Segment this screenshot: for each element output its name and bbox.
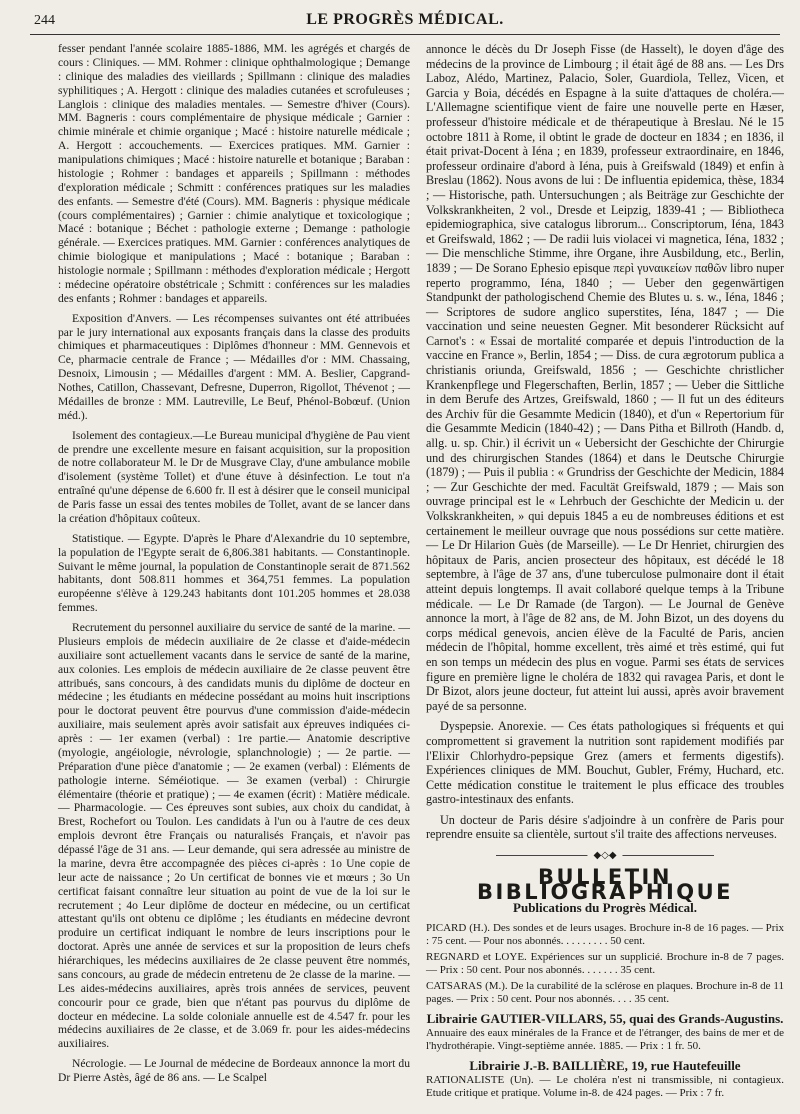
ornamental-rule (426, 848, 784, 864)
statistics-paragraph: Statistique. — Egypte. D'après le Phare d'Alexandrie du 10 septembre, la population de l'Egypte serait de 6,806.381 habitants. — Constantinople. Suivant le même journal, la population de Constantinople serait de 871.562 habitants, dont 508.811 hommes et 364,751 femmes. La population européenne s'élève à 129.243 habitants dont 101.205 hommes et 28.038 femmes. (58, 531, 410, 615)
right-column (426, 42, 784, 1103)
page-header (30, 8, 780, 35)
biblio-item: PICARD (H.). Des sondes et de leurs usages. Brochure in-8 de 16 pages. — Prix : 75 cent. — Pour nos abonnés. . . . . . . . . 50 cent. (426, 921, 784, 947)
rule-ornament-icon: ◆◇◆ (587, 849, 622, 864)
bulletin-subtitle: Publications du Progrès Médical. (513, 900, 697, 916)
navy-recruitment-paragraph: Recrutement du personnel auxiliaire du service de santé de la marine. — Plusieurs emplois de médecin auxiliaire de 2e classe et d'aide-médecin auxiliaire sont actuellement vacants dans le service de santé de la marine, aux colonies. Les emplois de médecin auxiliaire de 2e classe peuvent être attribués, sans concours, à des candidats munis du diplôme de docteur en médecine ; les étudiants en médecine possédant au moins huit inscriptions pour le doctorat peuvent être pourvus d'une commission d'aide-médecin auxiliaire, mais seulement après avoir satisfait aux épreuves indiquées ci-après : — 1er examen (verbal) : 1re partie.— Anatomie descriptive (myologie, angéiologie, névrologie, splanchnologie) ; — 2e partie. — Préparation d'une pièce d'anatomie ; — 2e examen (verbal) : Eléments de pathologie interne. Séméiotique. — 3e examen (verbal) : Chirurgie élémentaire (théorie et pratique) ; — 4e examen (écrit) : Matière médicale. — Pharmacologie. — Ces épreuves sont subies, aux choix du candidat, à Brest, Rochefort ou Toulon. Les candidats à l'un ou à l'autre de ces deux emplois devront être Français ou naturalisés Français, et n'avoir pas dépassé l'âge de 31 ans. — Leur demande, qui sera adressée au ministre de la marine, devra être accompagnée des pièces ci-après : 1o Une copie de leur acte de naissance ; 2o Un certificat de bonnes vie et mœurs ; 3o Un certificat faisant connaître leur situation au point de vue de la loi sur le recrutement ; 4o Leur diplôme de docteur en médecine, ou un certificat attestant qu'ils ont obtenu ce diplôme ; les étudiants en médecine devront produire un certificat indiquant le nombre de leurs inscriptions pour le doctorat. Après une année de services et sur la proposition de leurs chefs hiérarchiques, les médecins auxiliaires de 2e classe peuvent être nommés, sans concours, au grade de médecin entretenu de 2e classe de la marine. — Les aides-médecins auxiliaires, après trois années de services, peuvent concourir pour ce grade, bien que n'étant pas pourvus du diplôme de docteur en médecine. La solde coloniale annuelle est de 4.547 fr. pour les médecins auxiliaires de 2e classe, et de 3.069 fr. pour les aides-médecins auxiliaires. (58, 621, 410, 1051)
running-title: LE PROGRÈS MÉDICAL. (306, 11, 504, 28)
faculty-courses-paragraph: fesser pendant l'année scolaire 1885-1886, MM. les agrégés et chargés de cours : Cliniques. — MM. Rohmer : clinique ophthalmologique ; Demange : clinique des maladies des vieillards ; Spillmann : clinique des maladies syphilitiques ; A. Hergott : clinique des maladies cutanées et scrofuleuses ; Langlois : clinique des maladies mentales. — Semestre d'hiver (Cours). MM. Bagneris : cours complémentaire de physique médicale ; Garnier : chimie minérale et chimie organique ; Macé : histoire naturelle médicale ; A. Hergott : accouchements. — Exercices pratiques. MM. Garnier : manipulations chimiques ; Macé : histoire naturelle et botanique ; Baraban : histologie ; Rohmer : bandages et appareils ; Spillmann : méthodes d'exploration médicale ; Schmitt : conférences pratiques sur les maladies des enfants. — Semestre d'été (Cours). MM. Bagneris : physique médicale (cours complémentaires) ; Garnier : chimie analytique et toxicologique ; Macé : botanique ; Béchet : pathologie externe ; Demange : pathologie générale. — Exercices pratiques. MM. Garnier : conférences analytiques de chimie biologique et manipulations ; Macé : botanique ; Baraban : histologie normale ; Spillmann : méthodes d'exploration médicale ; Hergott : médecine opératoire obstétricale ; Schmitt : conférences sur les maladies des enfants ; Rohmer : bandages et appareils. (58, 42, 410, 305)
publisher-heading: Librairie GAUTIER-VILLARS, 55, quai des Grands-Augustins. (426, 1010, 784, 1026)
necrology-paragraph: Nécrologie. — Le Journal de médecine de Bordeaux annonce la mort du Dr Pierre Astès, âgé de 86 ans. — Le Scalpel (58, 1057, 410, 1084)
biblio-item: Annuaire des eaux minérales de la France et de l'étranger, des bains de mer et de l'hydrothérapie. Vingt-septième année. 1885. — Prix : 1 fr. 50. (426, 1026, 784, 1052)
left-column (58, 42, 410, 1091)
biblio-item: CATSARAS (M.). De la curabilité de la sclérose en plaques. Brochure in-8 de 11 pages. — Prix : 50 cent. Pour nos abonnés. . . . 35 cent. (426, 979, 784, 1005)
publisher-heading: Librairie J.-B. BAILLIÈRE, 19, rue Hautefeuille (469, 1057, 741, 1073)
contagious-isolation-paragraph: Isolement des contagieux.—Le Bureau municipal d'hygiène de Pau vient de prendre une excellente mesure en faisant acquisition, sur la proposition de notre collaborateur M. le Dr de Musgrave Clay, d'une ambulance mobile d'isolement (système Tollet) et d'une étuve à désinfection. Le tout n'a entraîné qu'une dépense de 6.600 fr. Il est à désirer que le conseil municipal de Paris fasse un essai des tentes mobiles de Tollet, avant de se lancer dans la création d'hôpitaux coûteux. (58, 428, 410, 525)
page-number: 244 (34, 13, 55, 28)
doctor-notice-paragraph: Un docteur de Paris désire s'adjoindre à un confrère de Paris pour reprendre ensuite sa clientèle, surtout s'il traite des affections nerveuses. (426, 812, 784, 842)
bulletin-title: BULLETIN BIBLIOGRAPHIQUE (476, 865, 734, 904)
bibliography-list (426, 922, 784, 1100)
biblio-item: RATIONALISTE (Un). — Le choléra n'est ni transmissible, ni contagieux. Etude critique et pratique. Volume in-8. de 424 pages. — Prix : 7 fr. (426, 1073, 784, 1099)
dyspepsia-paragraph: Dyspepsie. Anorexie. — Ces états pathologiques si fréquents et qui compromettent si gravement la nutrition sont rapidement modifiés par l'Elixir Chlorhydro-pepsique Grez (amers et ferments digestifs). Expériences cliniques de MM. Bouchut, Gubler, Frémy, Huchard, etc. Cette médication constitue le traitement le plus efficace des troubles gastro-intestinaux des enfants. (426, 719, 784, 807)
necrology-continued-paragraph: annonce le décès du Dr Joseph Fisse (de Hasselt), le doyen d'âge des médecins de la province de Limbourg ; il était âgé de 88 ans. — Les Drs Laboz, Alédo, Martinez, Palacio, Soler, Guardiola, Tellez, Vicen, et Garcia y Boia, décédés en Espagne à la suite d'attaques de choléra.— L'Allemagne scientifique vient de faire une nouvelle perte en Hæser, professeur d'histoire médicale et de thérapeutique à Breslau. Né le 15 octobre 1811 à Rome, il obtint le grade de docteur en 1834 ; en 1836, il était privat-Docent à Iéna ; en 1839, professeur extraordinaire, en 1846, professeur ordinaire d'abord à Iéna, puis à Greifswald (1849) et enfin à Breslau (1862). Nous avons de lui : De influentia epidemica, thèse, 1834 ; — Historische, path. Untersuchungen ; als Beiträge zur Geschichte der Volkskrankheiten, 2 vol., Dresde et Leipzig, 1839-41 ; — Bibliotheca epidemiographica, sive catalogus librorum... Conscriptorum, Iéna, 1843 et Greifswald, 1862 ; — De radii luis violacei vi magnetica, Iéna, 1832 ; — Die menschliche Stimme, ihre Organe, ihre Ausbildung, etc., Berlin, 1839 ; — De Sorano Ephesio episque περὶ γυναικείων παθῶν libro nuper reperto programmo, Iéna, 1840 ; — Ueber den gegenwärtigen Standpunkt der pathologischend Chemie des Blutes u. s. w., Iéna, 1846 ; — Scriptores de sudore anglico superstites, Iéna, 1847 ; — Die vaccination und seine neuesten Gegner. Mit besonderer Rücksicht auf Carnot's : « Essai de mortalité comparée et depuis l'introduction de la vaccine en France », Berlin, 1854 ; — Diss. de cura ægrotorum publica a christianis oriunda, Greifswald, 1856 ; — Geschichte christlicher Krankenpflege und Flegerschaften, Berlin, 1857 ; — Ueber die Sittliche in dem Berufe des Artzes, Greifswald, 1860 ; — Il fut un des éditeurs des Archiv für die Gesammte Medicin (1840), et d'un « Repertorium für die Gesammte Medicin (1840-42) ; — Dans Pitha et Billroth (Handb. d, allg. u. sp. Chir.) il écrivit un « Uebersicht der Geschichte der Chirurgie und des chirurgischen Standes (1864) et dans le Deutsche Chirurgie (1879) ; — Puis il publia : « Grundriss der Geschichte der Medicin, 1884 ; — Zur Geschichte der med. Facultät Greifswald, 1879 ; — Mais son ouvrage principal est le « Lehrbuch der Geschichte der Medicin u. der Volkskrankheiten, » qui depuis 1845 a eu de nombreuses éditions et est certainement le meilleur ouvrage que nous possédions sur cette matière. — Le Dr Hilarion Guès (de Marseille). — Le Dr Henriet, chirurgien des hôpitaux de Paris, ancien prosecteur des hôpitaux, est décédé le 18 septembre, à l'âge de 37 ans, d'une tuberculose pulmonaire dont il était atteint depuis longtemps. Il avait collaboré quelque temps à la Tribune médicale. — Le Dr Ramade (de Targon). — Le Journal de Genève annonce la mort, à l'âge de 82 ans, de M. John Bizot, un des doyens du corps médical genevois, ancien élève de la Faculté de Paris, ancien médecin de l'hôpital, homme excellent, très aimé et très estimé, qui fut en son temps un médecin des plus en vogue. Parmi ses états de services figure en première ligne le choléra de 1832 qui ravagea Paris, et dont le Dr Bizot, alors jeune docteur, fut atteint lui aussi, après avoir bravement payé de sa personne. (426, 42, 784, 713)
antwerp-exposition-paragraph: Exposition d'Anvers. — Les récompenses suivantes ont été attribuées par le jury international aux exposants français dans la classe des produits chimiques et pharmaceutiques : Diplômes d'honneur : MM. Gennevois et Ce, pharmacie centrale de France ; — Médailles d'or : MM. Chassaing, Desnoix, Limousin ; — Médailles d'argent : MM. A. Beslier, Capgrand-Nothes, Catillon, Chassevant, Defresne, Duperron, Rigollot, Thévenot ; — Médailles de bronze : MM. Lautreville, Le Beuf, Phénol-Bobœuf. (Union méd.). (58, 311, 410, 422)
biblio-item: REGNARD et LOYE. Expériences sur un supplicié. Brochure in-8 de 7 pages. — Prix : 50 cent. Pour nos abonnés. . . . . . . 35 cent. (426, 950, 784, 976)
